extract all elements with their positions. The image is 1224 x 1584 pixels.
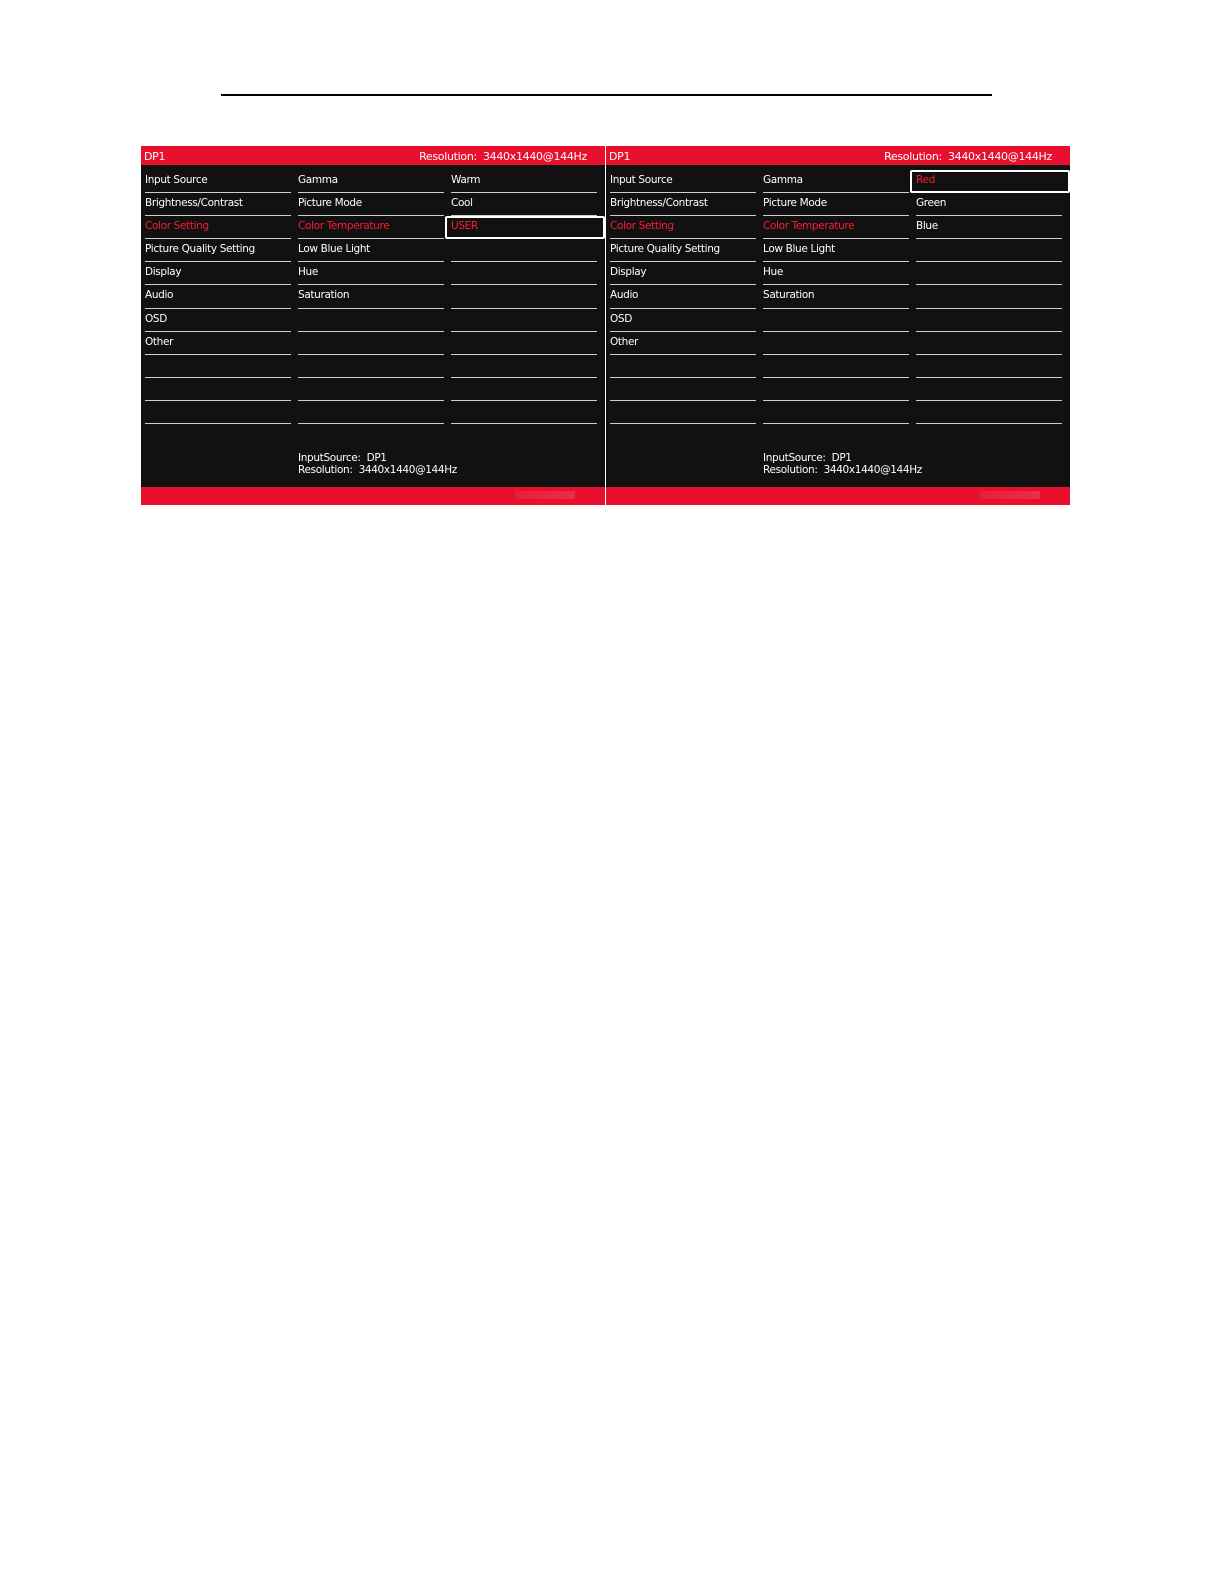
menu-item-hue[interactable]: Hue <box>298 262 444 285</box>
menu-item-empty <box>451 239 597 262</box>
menu-item-brightness-contrast[interactable]: Brightness/Contrast <box>145 193 291 216</box>
main-menu-column <box>145 170 291 424</box>
osd-bottom-bar <box>141 487 605 505</box>
menu-item-audio[interactable]: Audio <box>610 285 756 308</box>
osd-title-bar <box>141 146 605 165</box>
menu-item-empty <box>916 401 1062 424</box>
input-source-label: DP1 <box>609 150 631 163</box>
menu-item-hue[interactable]: Hue <box>763 262 909 285</box>
menu-item-empty <box>298 355 444 378</box>
menu-item-empty <box>145 401 291 424</box>
menu-item-input-source[interactable]: Input Source <box>610 170 756 193</box>
menu-item-empty <box>298 401 444 424</box>
menu-item-green[interactable]: Green <box>916 193 1062 216</box>
menu-item-other[interactable]: Other <box>610 332 756 355</box>
resolution-readout: Resolution: 3440x1440@144Hz <box>884 150 1052 163</box>
menu-item-picture-quality-setting[interactable]: Picture Quality Setting <box>610 239 756 262</box>
menu-item-empty <box>451 262 597 285</box>
menu-item-color-setting[interactable]: Color Setting <box>610 216 756 239</box>
menu-item-picture-mode[interactable]: Picture Mode <box>763 193 909 216</box>
menu-item-empty <box>916 355 1062 378</box>
menu-item-brightness-contrast[interactable]: Brightness/Contrast <box>610 193 756 216</box>
menu-item-blue[interactable]: Blue <box>916 216 1062 239</box>
menu-item-empty <box>298 378 444 401</box>
osd-panel-left <box>141 146 605 505</box>
menu-item-low-blue-light[interactable]: Low Blue Light <box>763 239 909 262</box>
menu-item-low-blue-light[interactable]: Low Blue Light <box>298 239 444 262</box>
menu-item-input-source[interactable]: Input Source <box>145 170 291 193</box>
menu-item-picture-quality-setting[interactable]: Picture Quality Setting <box>145 239 291 262</box>
menu-item-saturation[interactable]: Saturation <box>763 285 909 308</box>
menu-item-empty <box>451 355 597 378</box>
footer-info: InputSource: DP1 Resolution: 3440x1440@144Hz <box>763 452 922 476</box>
menu-item-empty <box>298 309 444 332</box>
menu-item-display[interactable]: Display <box>610 262 756 285</box>
menu-item-empty <box>610 378 756 401</box>
menu-item-cool[interactable]: Cool <box>451 193 597 216</box>
resolution-readout: Resolution: 3440x1440@144Hz <box>419 150 587 163</box>
menu-item-gamma[interactable]: Gamma <box>763 170 909 193</box>
menu-item-color-setting[interactable]: Color Setting <box>145 216 291 239</box>
submenu-column <box>763 170 909 424</box>
menu-item-empty <box>610 355 756 378</box>
menu-item-empty <box>763 309 909 332</box>
input-source-label: DP1 <box>144 150 166 163</box>
menu-item-display[interactable]: Display <box>145 262 291 285</box>
menu-item-audio[interactable]: Audio <box>145 285 291 308</box>
osd-panel-right <box>606 146 1070 505</box>
menu-item-warm[interactable]: Warm <box>451 170 597 193</box>
menu-item-picture-mode[interactable]: Picture Mode <box>298 193 444 216</box>
menu-item-empty <box>916 309 1062 332</box>
options-column <box>916 170 1062 424</box>
menu-item-red[interactable]: Red <box>910 170 1070 193</box>
menu-item-empty <box>451 401 597 424</box>
top-rule <box>221 94 992 96</box>
menu-item-empty <box>763 332 909 355</box>
main-menu-column <box>610 170 756 424</box>
menu-item-other[interactable]: Other <box>145 332 291 355</box>
menu-item-empty <box>610 401 756 424</box>
menu-item-empty <box>916 378 1062 401</box>
menu-item-empty <box>916 332 1062 355</box>
submenu-column <box>298 170 444 424</box>
menu-item-saturation[interactable]: Saturation <box>298 285 444 308</box>
menu-item-empty <box>916 262 1062 285</box>
footer-info: InputSource: DP1 Resolution: 3440x1440@144Hz <box>298 452 457 476</box>
menu-item-color-temperature[interactable]: Color Temperature <box>763 216 909 239</box>
menu-item-osd[interactable]: OSD <box>145 309 291 332</box>
menu-item-empty <box>451 285 597 308</box>
menu-item-empty <box>763 378 909 401</box>
menu-item-empty <box>145 355 291 378</box>
menu-item-empty <box>763 355 909 378</box>
osd-bottom-bar <box>606 487 1070 505</box>
menu-item-color-temperature[interactable]: Color Temperature <box>298 216 444 239</box>
menu-item-gamma[interactable]: Gamma <box>298 170 444 193</box>
menu-item-empty <box>298 332 444 355</box>
menu-item-osd[interactable]: OSD <box>610 309 756 332</box>
menu-item-empty <box>451 309 597 332</box>
menu-item-empty <box>145 378 291 401</box>
menu-item-empty <box>451 332 597 355</box>
menu-item-user[interactable]: USER <box>445 216 605 239</box>
menu-item-empty <box>763 401 909 424</box>
options-column <box>451 170 597 424</box>
menu-item-empty <box>451 378 597 401</box>
menu-item-empty <box>916 239 1062 262</box>
osd-title-bar <box>606 146 1070 165</box>
menu-item-empty <box>916 285 1062 308</box>
